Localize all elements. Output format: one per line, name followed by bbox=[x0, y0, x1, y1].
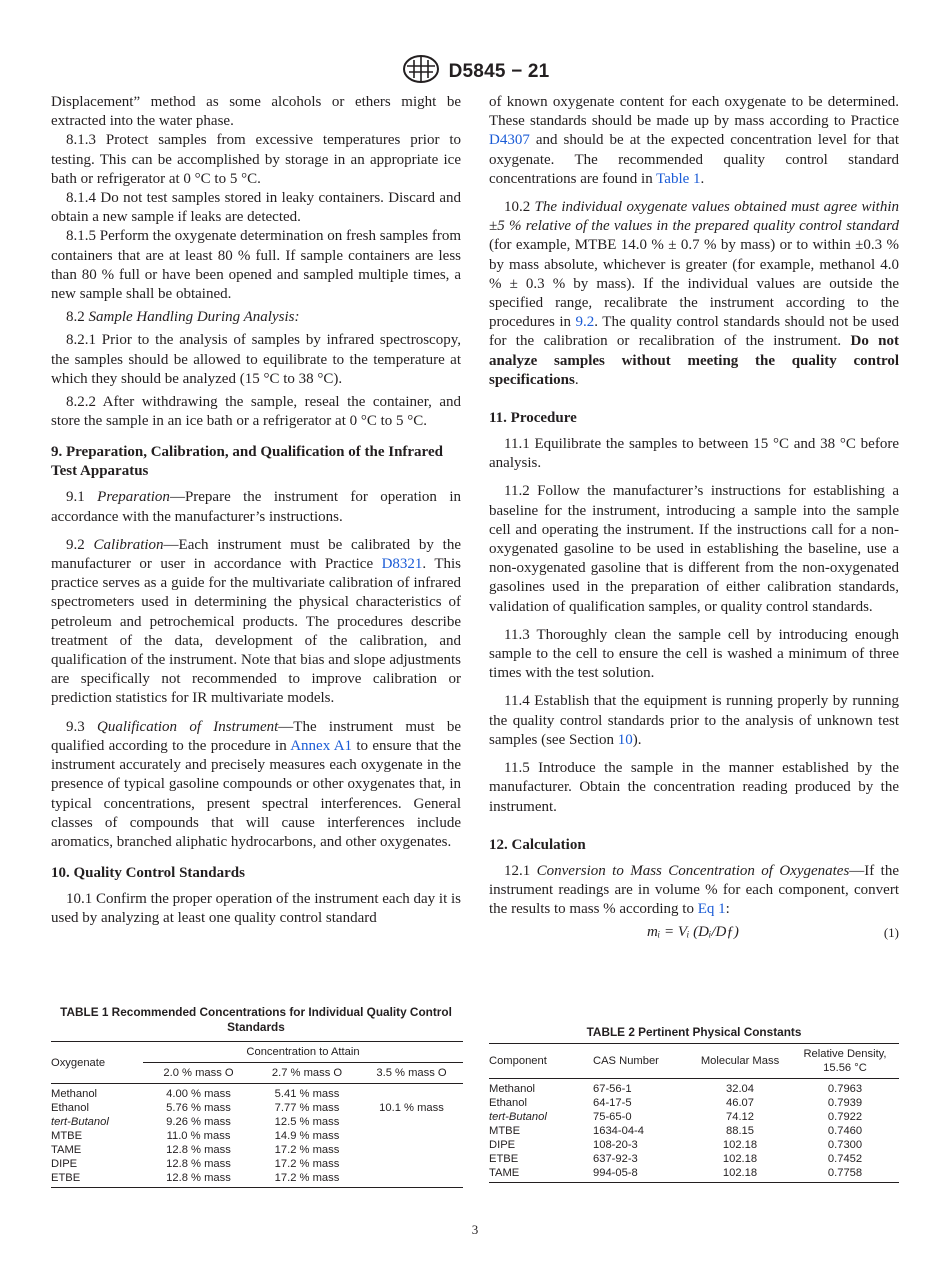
link-d4307[interactable]: D4307 bbox=[489, 132, 530, 149]
paragraph-8-1-3: 8.1.3 Protect samples from excessive temperatures prior to testing. This can be accomplished by storage in an appropriate ice bath or refrigerator at 0 °C to 5 °C. bbox=[51, 132, 461, 187]
paragraph-9-1: 9.1 Preparation—Prepare the instrument for operation in accordance with the manufacturer’s instructions. bbox=[51, 489, 461, 525]
section-10-heading: 10. Quality Control Standards bbox=[51, 865, 245, 882]
paragraph-9-2: 9.2 Calibration—Each instrument must be calibrated by the manufacturer or user in accordance with Practice D8321. This practice serves as a guide for the multivariate calibration of infrared spectrometers used in determining the physical characteristics of petroleum and petrochemical products. The procedures describe treatment of the data, development of the calibration, and qualification of the instrument. Note that bias and slope adjustments are specifically not recommended to improve calibration or prediction statistics for IR multivariate models. bbox=[51, 536, 462, 707]
link-annex-a1[interactable]: Annex A1 bbox=[290, 737, 353, 754]
page-header bbox=[0, 54, 950, 89]
equation-number: (1) bbox=[883, 925, 899, 941]
paragraph-8-2: 8.2 Sample Handling During Analysis: bbox=[66, 309, 300, 326]
table-2-header: Relative Density, 15.56 °C bbox=[791, 1044, 899, 1079]
table-row: DIPE 108-20-3 102.18 0.7300 bbox=[489, 1139, 863, 1151]
paragraph-10-2: 10.2 The individual oxygenate values obtained must agree within ±5 % relative of the values in the prepared quality control standard (for example, MTBE 14.0 % ± 0.7 % by mass) or to within ±0.3 % by mass absolute, whichever is greater (for example, methanol 4.0 % ± 0.3 % by mass). If the individual values are outside the specified range, recalibrate the instrument according to the procedures in 9.2. The quality control standards should not be used for the calibration or recalibration of the instrument. Do not analyze samples without meeting the quality control specifications. bbox=[489, 199, 899, 388]
paragraph-8-2-1: 8.2.1 Prior to the analysis of samples by infrared spectroscopy, the samples should be allowed to equilibrate to the temperature at which they should be analyzed (15 °C to 38 °C). bbox=[51, 332, 461, 387]
table-row: DIPE 12.8 % mass 17.2 % mass bbox=[51, 1158, 340, 1170]
link-d8321[interactable]: D8321 bbox=[381, 556, 423, 573]
paragraph-11-2: 11.2 Follow the manufacturer’s instructions for establishing a baseline for the instrument, introducing a sample into the sample cell and operating the instrument. If the instructions call for a non-oxygenated gasoline to be used in establishing the baseline, use a non-oxygenated gasoline that is different from the non-oxygenated gasolines used in the preparation of either calibration standards, validation of qualification samples, or quality control standards. bbox=[489, 483, 899, 615]
equation-formula: mᵢ = Vᵢ (Dᵢ/Dƒ) bbox=[647, 924, 739, 941]
table-1-header-group: Concentration to Attain bbox=[143, 1042, 463, 1063]
table-row: MTBE 11.0 % mass 14.9 % mass bbox=[51, 1130, 340, 1142]
astm-logo-icon bbox=[401, 54, 441, 89]
section-9-heading: 9. Preparation, Calibration, and Qualification of the Infrared Test Apparatus bbox=[51, 444, 443, 480]
table-1-subheader: 2.0 % mass O bbox=[143, 1063, 254, 1084]
table-row: Ethanol 5.76 % mass 7.77 % mass 10.1 % mass bbox=[51, 1102, 444, 1114]
paragraph-11-3: 11.3 Thoroughly clean the sample cell by introducing enough sample to the cell to ensure the cell is washed a minimum of three times with the test solution. bbox=[489, 626, 899, 682]
table-2-title: TABLE 2 Pertinent Physical Constants bbox=[586, 1025, 802, 1039]
table-row: TAME 994-05-8 102.18 0.7758 bbox=[489, 1166, 899, 1183]
table-row: tert-Butanol 75-65-0 74.12 0.7922 bbox=[489, 1111, 863, 1123]
page-number: 3 bbox=[471, 1222, 479, 1237]
table-1-subheader: 2.7 % mass O bbox=[254, 1063, 360, 1084]
table-row: Methanol 67-56-1 32.04 0.7963 bbox=[489, 1083, 863, 1095]
link-table-1[interactable]: Table 1 bbox=[656, 170, 701, 187]
paragraph-8-1-4: 8.1.4 Do not test samples stored in leaky containers. Discard and obtain a new sample if leaks are detected. bbox=[51, 190, 461, 226]
paragraph-9-3: 9.3 Qualification of Instrument—The instrument must be qualified according to the procedure in Annex A1 to ensure that the instrument accurately and precisely measures each oxygenate in the presence of typical gasoline compounds or other oxygenates that, in typical concentrations, present spectral interferences. General classes of compounds that will cause interferences include aromatics, branched aliphatic hydrocarbons, and other oxygenates. bbox=[51, 718, 461, 850]
link-section-10[interactable]: 10 bbox=[617, 731, 633, 748]
document-code: D5845 − 21 bbox=[448, 60, 550, 82]
paragraph-11-4: 11.4 Establish that the equipment is running properly by running the quality control standards prior to the analysis of unknown test samples (see Section 10). bbox=[489, 693, 899, 748]
link-eq-1[interactable]: Eq 1 bbox=[697, 901, 726, 918]
table-1-title: TABLE 1 Recommended Concentrations for Individual Quality Control Standards bbox=[60, 1005, 452, 1034]
left-column bbox=[51, 93, 461, 929]
paragraph-8-2-2: 8.2.2 After withdrawing the sample, reseal the container, and store the sample in an ice bath or a refrigerator at 0 °C to 5 °C. bbox=[51, 394, 461, 430]
section-11-heading: 11. Procedure bbox=[489, 410, 577, 427]
table-row: TAME 12.8 % mass 17.2 % mass bbox=[51, 1144, 340, 1156]
section-8-2-title: Sample Handling During Analysis: bbox=[88, 309, 300, 326]
table-row: MTBE 1634-04-4 88.15 0.7460 bbox=[489, 1125, 863, 1137]
table-row: ETBE 637-92-3 102.18 0.7452 bbox=[489, 1153, 863, 1165]
paragraph-12-1: 12.1 Conversion to Mass Concentration of Oxygenates—If the instrument readings are in volume % for each component, convert the results to mass % according to Eq 1: bbox=[489, 862, 899, 918]
paragraph-11-1: 11.1 Equilibrate the samples to between 15 °C and 38 °C before analysis. bbox=[489, 436, 899, 472]
table-1-subheader: 3.5 % mass O bbox=[360, 1063, 463, 1084]
table-1 bbox=[51, 1041, 463, 1188]
paragraph-10-1-continued: of known oxygenate content for each oxygenate to be determined. These standards should be made up by mass according to Practice D4307 and should be at the expected concentration level for that oxygenate. The recommended quality control standard concentrations are found in Table 1. bbox=[489, 94, 899, 187]
paragraph-10-1: 10.1 Confirm the proper operation of the instrument each day it is used by analyzing at least one quality control standard bbox=[51, 891, 461, 927]
equation-1 bbox=[489, 923, 899, 947]
table-1-header-oxygenate: Oxygenate bbox=[51, 1042, 143, 1084]
table-row: tert-Butanol 9.26 % mass 12.5 % mass bbox=[51, 1116, 340, 1128]
table-2-header: Component bbox=[489, 1044, 593, 1079]
section-12-heading: 12. Calculation bbox=[489, 836, 586, 853]
paragraph-8-1-5: 8.1.5 Perform the oxygenate determination on fresh samples from containers that are at least 80 % full. If sample containers are less than 80 % full or have been opened and sampled multiple times, a new sample shall be obtained. bbox=[51, 228, 461, 303]
right-column bbox=[489, 93, 899, 947]
table-2-header: Molecular Mass bbox=[689, 1044, 791, 1079]
paragraph-11-5: 11.5 Introduce the sample in the manner established by the manufacturer. Obtain the concentration reading produced by the instrument. bbox=[489, 760, 899, 815]
table-row: ETBE 12.8 % mass 17.2 % mass bbox=[51, 1171, 463, 1188]
table-2-header: CAS Number bbox=[593, 1044, 689, 1079]
table-row: Ethanol 64-17-5 46.07 0.7939 bbox=[489, 1097, 863, 1109]
paragraph-8-1-2-continued: Displacement” method as some alcohols or ethers might be extracted into the water phase. bbox=[51, 94, 461, 130]
table-2 bbox=[489, 1043, 899, 1183]
link-9-2[interactable]: 9.2 bbox=[575, 314, 595, 331]
table-row: Methanol 4.00 % mass 5.41 % mass bbox=[51, 1088, 340, 1100]
